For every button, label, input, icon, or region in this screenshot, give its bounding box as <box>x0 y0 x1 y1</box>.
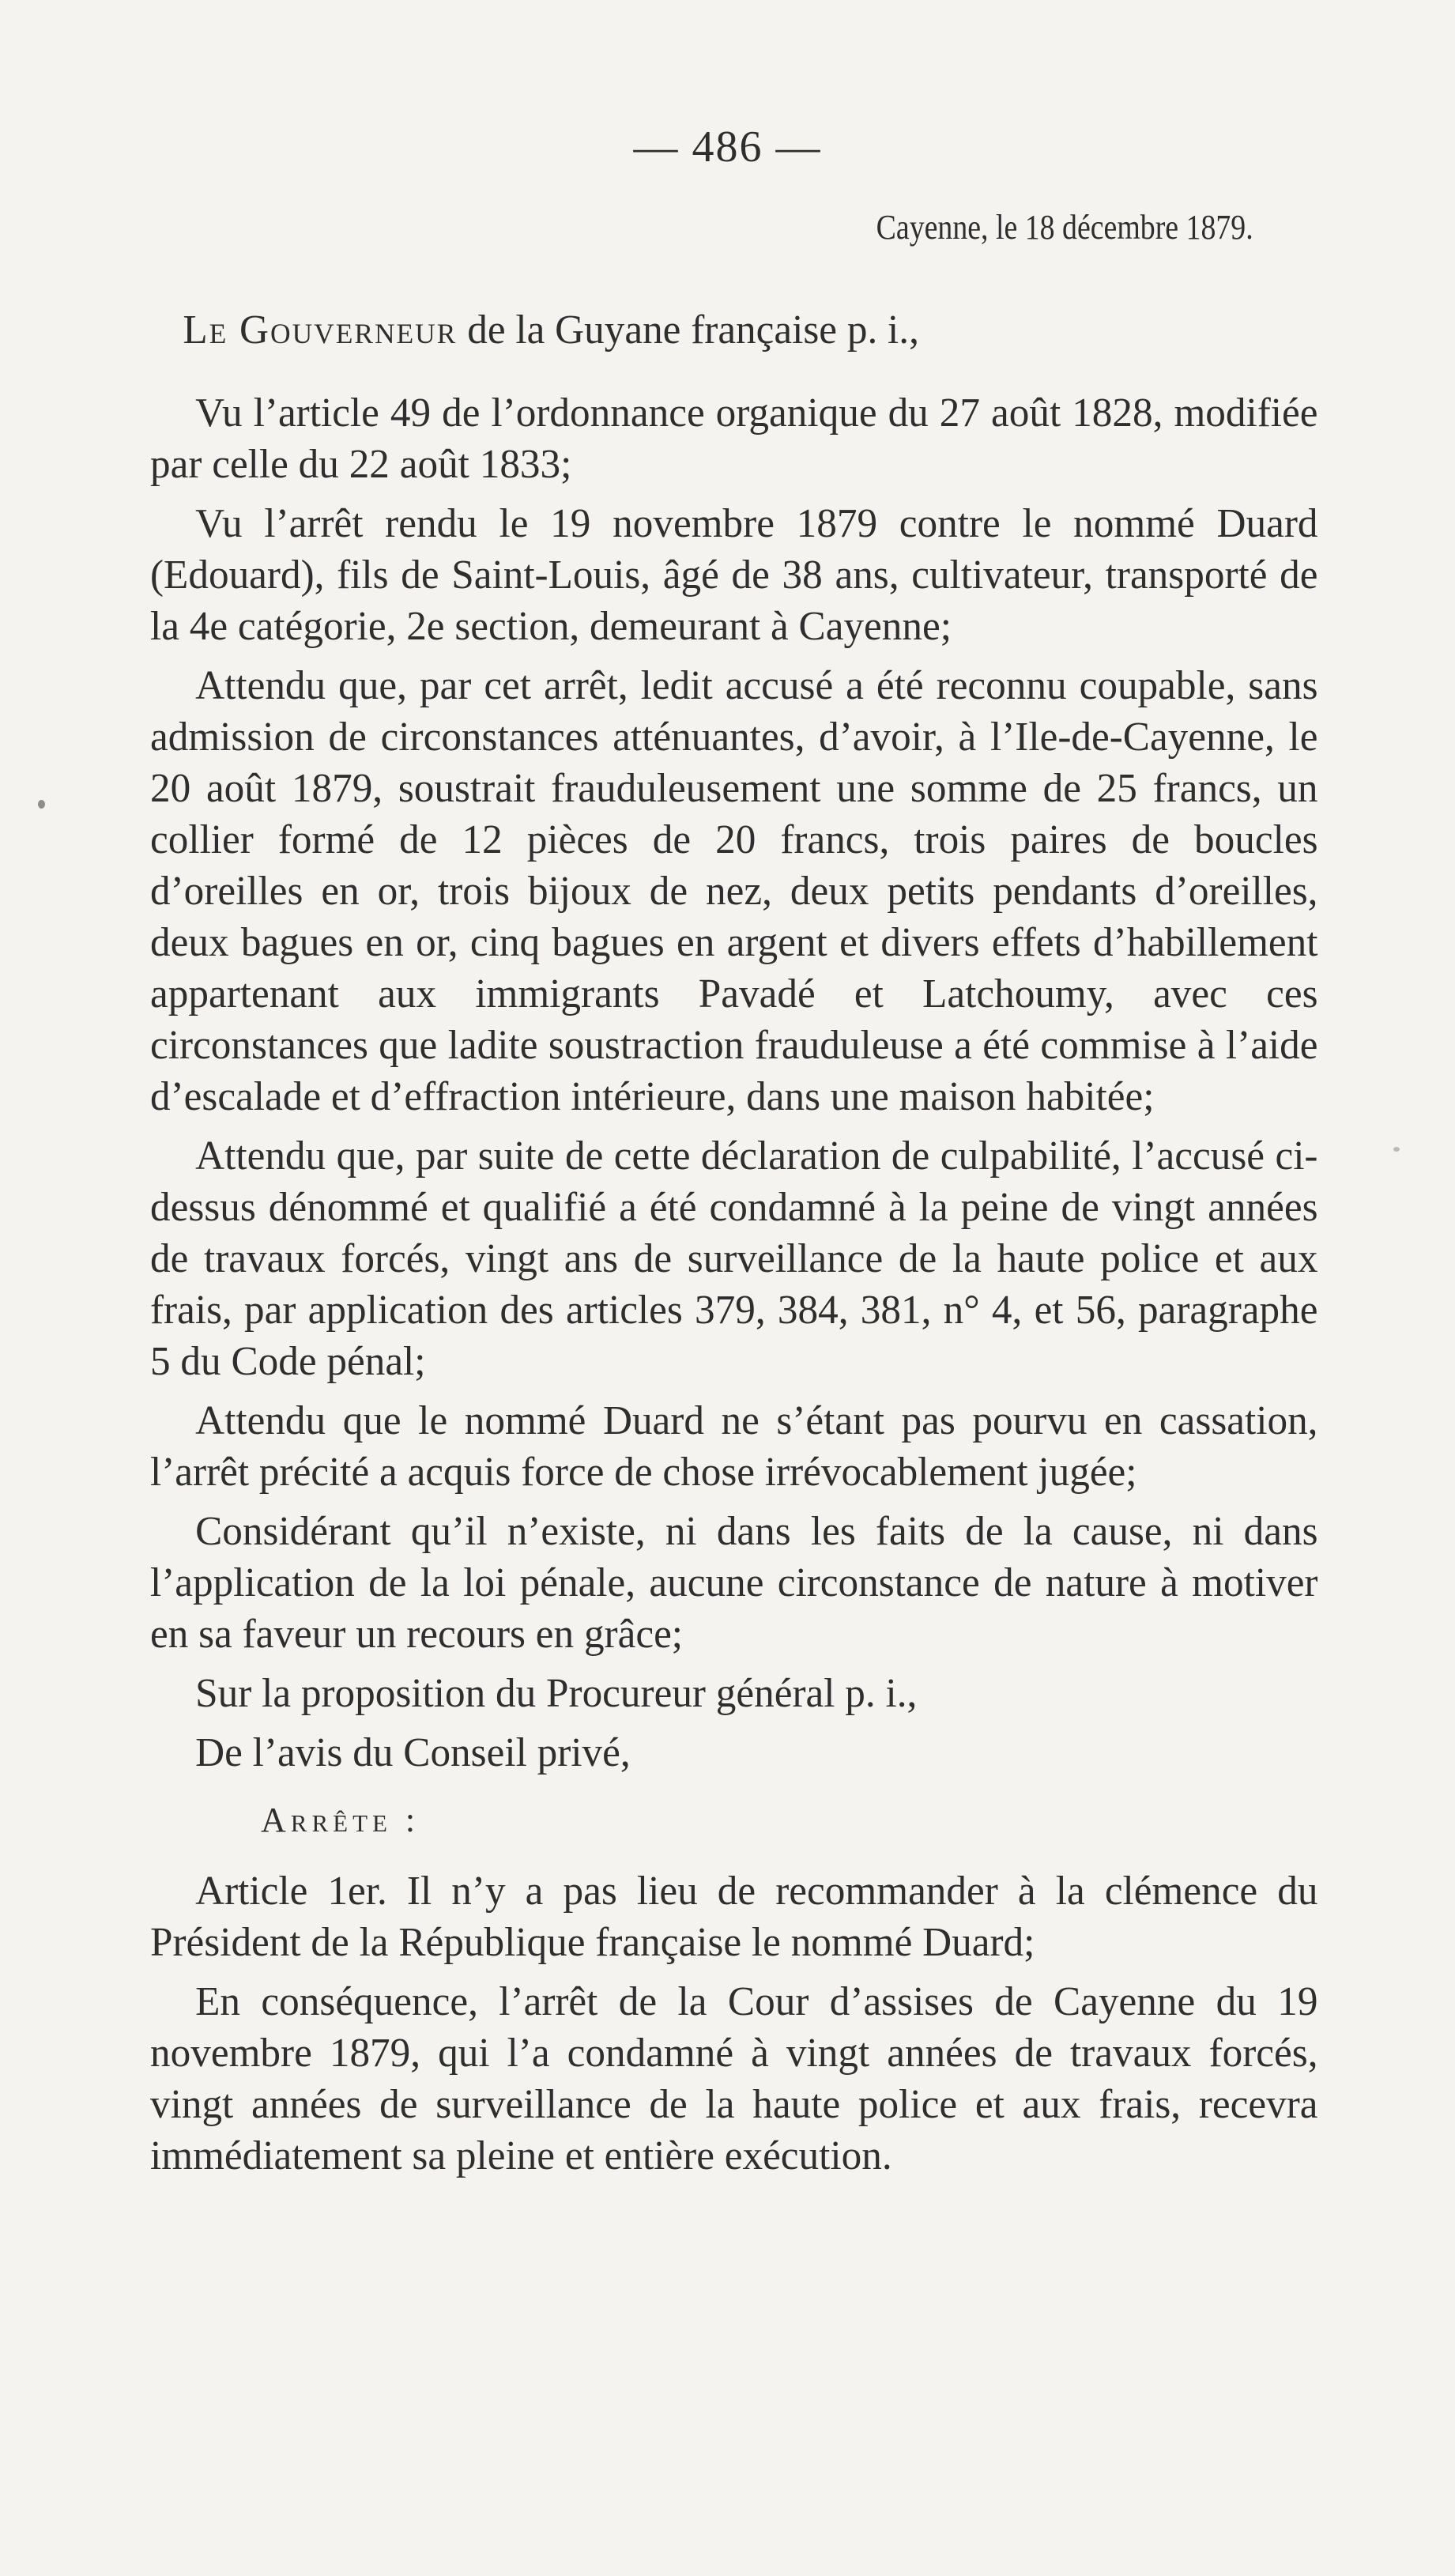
paragraph-attendu-cassation: Attendu que le nommé Duard ne s’étant pas pourvu en cassation, l’arrêt précité a acquis force de chose irrévocablement jugée; <box>150 1398 1318 1495</box>
page-number: — 486 — <box>633 123 822 172</box>
heading-rest: de la Guyane française p. i., <box>457 307 919 353</box>
article-1: Article 1er. Il n’y a pas lieu de recommander à la clémence du Président de la République française le nommé Duard; <box>150 1869 1318 1965</box>
paragraph-considerant: Considérant qu’il n’existe, ni dans les faits de la cause, ni dans l’application de la loi pénale, aucune circonstance de nature à motiver en sa faveur un recours en grâce; <box>150 1509 1318 1657</box>
paragraph-attendu-condamne: Attendu que, par suite de cette déclaration de culpabilité, l’accusé ci-dessus dénommé et qualifié a été condamné à la peine de vingt années de travaux forcés, vingt ans de surveillance de la haute police et aux frais, par application des articles 379, 384, 381, n° 4, et 56, paragraphe 5 du Code pénal; <box>150 1133 1318 1384</box>
paragraph-attendu-coupable: Attendu que, par cet arrêt, ledit accusé a été reconnu coupable, sans admission de circonstances atténuantes, d’avoir, à l’Ile-de-Cayenne, le 20 août 1879, soustrait frauduleusement une somme de 25 francs, un collier formé de 12 pièces de 20 francs, trois paires de boucles d’oreilles en or, trois bijoux de nez, deux petits pendants d’oreilles, deux bagues en or, cinq bagues en argent et divers effets d’habillement appartenant aux immigrants Pavadé et Latchoumy, avec ces circonstances que ladite soustraction frauduleuse a été commise à l’aide d’escalade et d’effraction intérieure, dans une maison habitée; <box>150 663 1318 1119</box>
date-line: Cayenne, le 18 décembre 1879. <box>876 208 1253 247</box>
paragraph-avis: De l’avis du Conseil privé, <box>195 1730 631 1775</box>
heading-title: Le Gouverneur <box>183 307 458 353</box>
paragraph-vu-arret: Vu l’arrêt rendu le 19 novembre 1879 contre le nommé Duard (Edouard), fils de Saint-Louis, âgé de 38 ans, cultivateur, transporté de la 4e catégorie, 2e section, demeurant à Cayenne; <box>150 501 1318 649</box>
document-body <box>150 304 1336 2189</box>
arrete-label: Arrête : <box>261 1801 420 1839</box>
ink-speck <box>38 800 45 809</box>
paragraph-proposition: Sur la proposition du Procureur général p. i., <box>195 1671 918 1716</box>
paragraph-vu-article: Vu l’article 49 de l’ordonnance organique du 27 août 1828, modifiée par celle du 22 août 1833; <box>150 390 1318 487</box>
heading-paragraph <box>150 304 1318 356</box>
article-consequence: En conséquence, l’arrêt de la Cour d’assises de Cayenne du 19 novembre 1879, qui l’a condamné à vingt années de travaux forcés, vingt années de surveillance de la haute police et aux frais, recevra immédiatement sa pleine et entière exécution. <box>150 1979 1318 2178</box>
ink-speck <box>1393 1147 1400 1152</box>
